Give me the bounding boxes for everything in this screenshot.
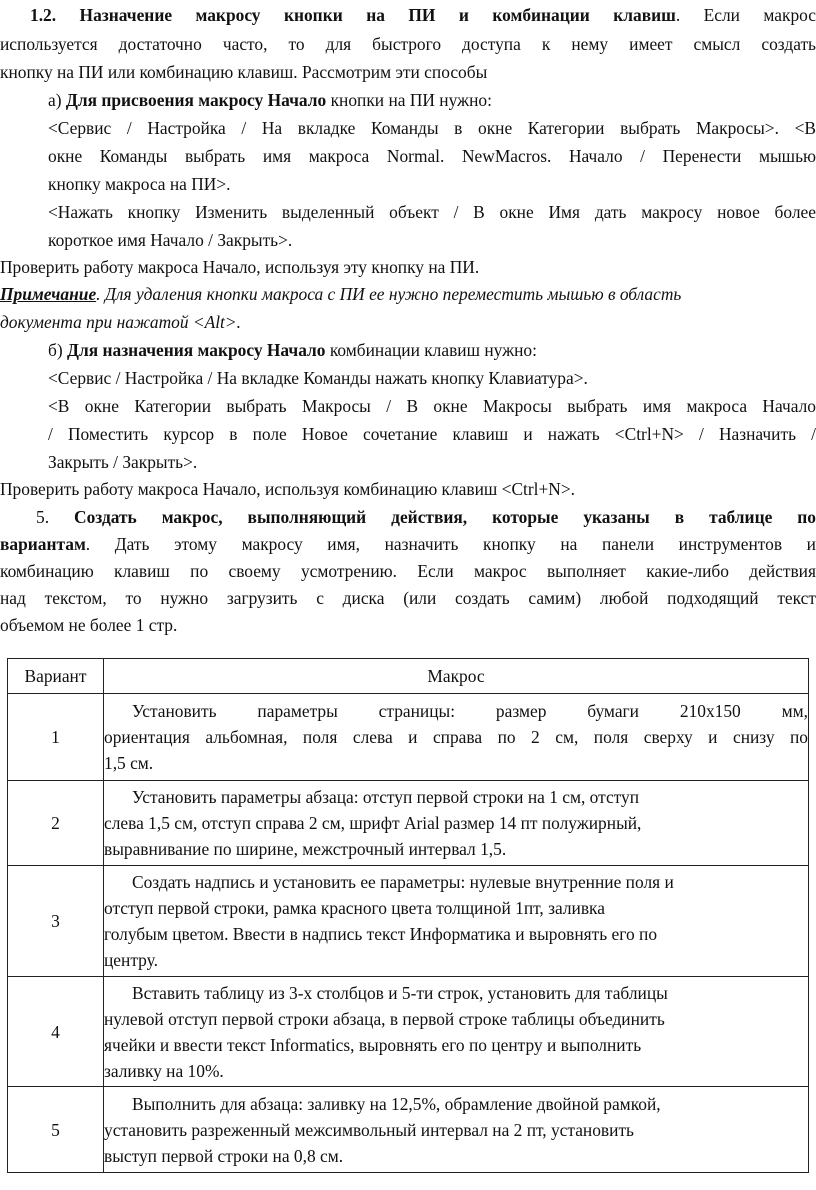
part-a-step2-line-2: короткое имя Начало / Закрыть>. <box>48 230 293 250</box>
description-line: выравнивание по ширине, межстрочный интервал 1,5. <box>104 839 507 859</box>
part-b-step2-line-2: / Поместить курсор в поле Новое сочетание клавиш и нажать <Ctrl+N> / Назначить / <box>48 424 816 444</box>
note-line-1 <box>0 281 816 307</box>
part-a-step1-line-1: <Сервис / Настройка / На вкладке Команды в окне Категории выбрать Макросы>. <В <box>48 118 816 138</box>
description-line: выступ первой строки на 0,8 см. <box>104 1145 344 1166</box>
description-line: 1,5 см. <box>104 753 154 773</box>
task5-line-4: над текстом, то нужно загрузить с диска (или создать самим) любой подходящий текст <box>0 588 816 608</box>
variants-table <box>7 658 809 1173</box>
task5-line-1 <box>36 504 816 530</box>
table-row <box>8 866 809 977</box>
description-line: центру. <box>104 950 158 970</box>
note-text: . Для удаления кнопки макроса с ПИ ее нужно переместить мышью в область <box>96 284 682 304</box>
variant-number: 3 <box>8 866 104 977</box>
section-heading-tail: . Если макрос <box>675 5 816 25</box>
table-row <box>8 1087 809 1173</box>
note-label: Примечание <box>0 284 97 304</box>
part-a-prefix: а) <box>48 90 66 110</box>
description-line: голубым цветом. Ввести в надпись текст Информатика и выровнять его по <box>104 924 658 944</box>
section-heading: Назначение макросу кнопки на ПИ и комбинации клавиш <box>79 5 676 25</box>
part-a-step2-line-1: <Нажать кнопку Изменить выделенный объект / В окне Имя дать макросу новое более <box>48 202 816 222</box>
task5-line-2-rest: . Дать этому макросу имя, назначить кнопку на панели инструментов и <box>85 534 816 554</box>
note-line-2: документа при нажатой <Alt>. <box>0 312 241 332</box>
section-1-2-line-2: используется достаточно часто, то для быстрого доступа к нему имеет смысл создать <box>0 34 816 54</box>
part-b-step1: <Сервис / Настройка / На вкладке Команды нажать кнопку Клавиатура>. <box>48 368 588 388</box>
task5-line-3: комбинацию клавиш по своему усмотрению. Если макрос выполняет какие-либо действия <box>0 561 816 581</box>
description-line: ориентация альбомная, поля слева и справа по 2 см, поля сверху и снизу по <box>104 727 808 747</box>
description-line: отступ первой строки, рамка красного цвета толщиной 1пт, заливка <box>104 898 605 918</box>
part-a-step1-line-2: окне Команды выбрать имя макроса Normal. NewMacros. Начало / Перенести мышью <box>48 146 816 166</box>
description-line: Установить параметры абзаца: отступ первой строки на 1 см, отступ <box>132 787 640 807</box>
variant-number: 4 <box>8 977 104 1087</box>
part-a-rest: кнопки на ПИ нужно: <box>326 90 492 110</box>
task5-number: 5. <box>36 507 75 527</box>
description-line: Создать надпись и установить ее параметры: нулевые внутренние поля и <box>132 872 674 892</box>
task5-heading: Создать макрос, выполняющий действия, которые указаны в таблице по <box>74 507 816 527</box>
variant-number: 1 <box>8 694 104 781</box>
table-row <box>8 781 809 866</box>
macro-description <box>104 781 809 866</box>
part-b-rest: комбинации клавиш нужно: <box>325 340 537 360</box>
part-a-heading <box>48 87 816 113</box>
part-b-heading <box>48 337 816 363</box>
part-b-check: Проверить работу макроса Начало, используя комбинацию клавиш <Ctrl+N>. <box>0 479 576 499</box>
variant-number: 2 <box>8 781 104 866</box>
description-line: Установить параметры страницы: размер бумаги 210х150 мм, <box>132 701 808 721</box>
part-b-step2-line-1: <В окне Категории выбрать Макросы / В окне Макросы выбрать имя макроса Начало <box>48 396 816 416</box>
header-macro: Макрос <box>104 659 809 694</box>
macro-description <box>104 694 809 781</box>
header-variant: Вариант <box>8 659 104 694</box>
section-number: 1.2. <box>30 5 57 25</box>
task5-line-2 <box>0 531 816 557</box>
part-b-step2-line-3: Закрыть / Закрыть>. <box>48 452 198 472</box>
part-b-prefix: б) <box>48 340 67 360</box>
table-header-row <box>8 659 809 694</box>
part-b-title: Для назначения макросу Начало <box>67 340 326 360</box>
part-a-check: Проверить работу макроса Начало, используя эту кнопку на ПИ. <box>0 257 480 277</box>
description-line: заливку на 10%. <box>104 1060 224 1081</box>
part-a-title: Для присвоения макросу Начало <box>65 90 327 110</box>
description-line: установить разреженный межсимвольный интервал на 2 пт, установить <box>104 1119 634 1140</box>
macro-description <box>104 866 809 977</box>
description-line: нулевой отступ первой строки абзаца, в первой строке таблицы объединить <box>104 1008 665 1029</box>
section-1-2-line-1 <box>30 2 816 28</box>
part-a-step1-line-3: кнопку макроса на ПИ>. <box>48 174 231 194</box>
task5-line-5: объемом не более 1 стр. <box>0 615 178 635</box>
section-1-2-line-3: кнопку на ПИ или комбинацию клавиш. Рассмотрим эти способы <box>0 62 488 82</box>
variant-number: 5 <box>8 1087 104 1173</box>
description-line: ячейки и ввести текст Informatics, выровнять его по центру и выполнить <box>104 1034 642 1055</box>
description-line: Вставить таблицу из 3-х столбцов и 5-ти строк, установить для таблицы <box>132 982 668 1003</box>
task5-heading-end: вариантам <box>0 534 86 554</box>
macro-description <box>104 1087 809 1173</box>
macro-description <box>104 977 809 1087</box>
description-line: Выполнить для абзаца: заливку на 12,5%, обрамление двойной рамкой, <box>132 1093 661 1114</box>
description-line: слева 1,5 см, отступ справа 2 см, шрифт Arial размер 14 пт полужирный, <box>104 813 642 833</box>
table-row <box>8 977 809 1087</box>
table-row <box>8 694 809 781</box>
